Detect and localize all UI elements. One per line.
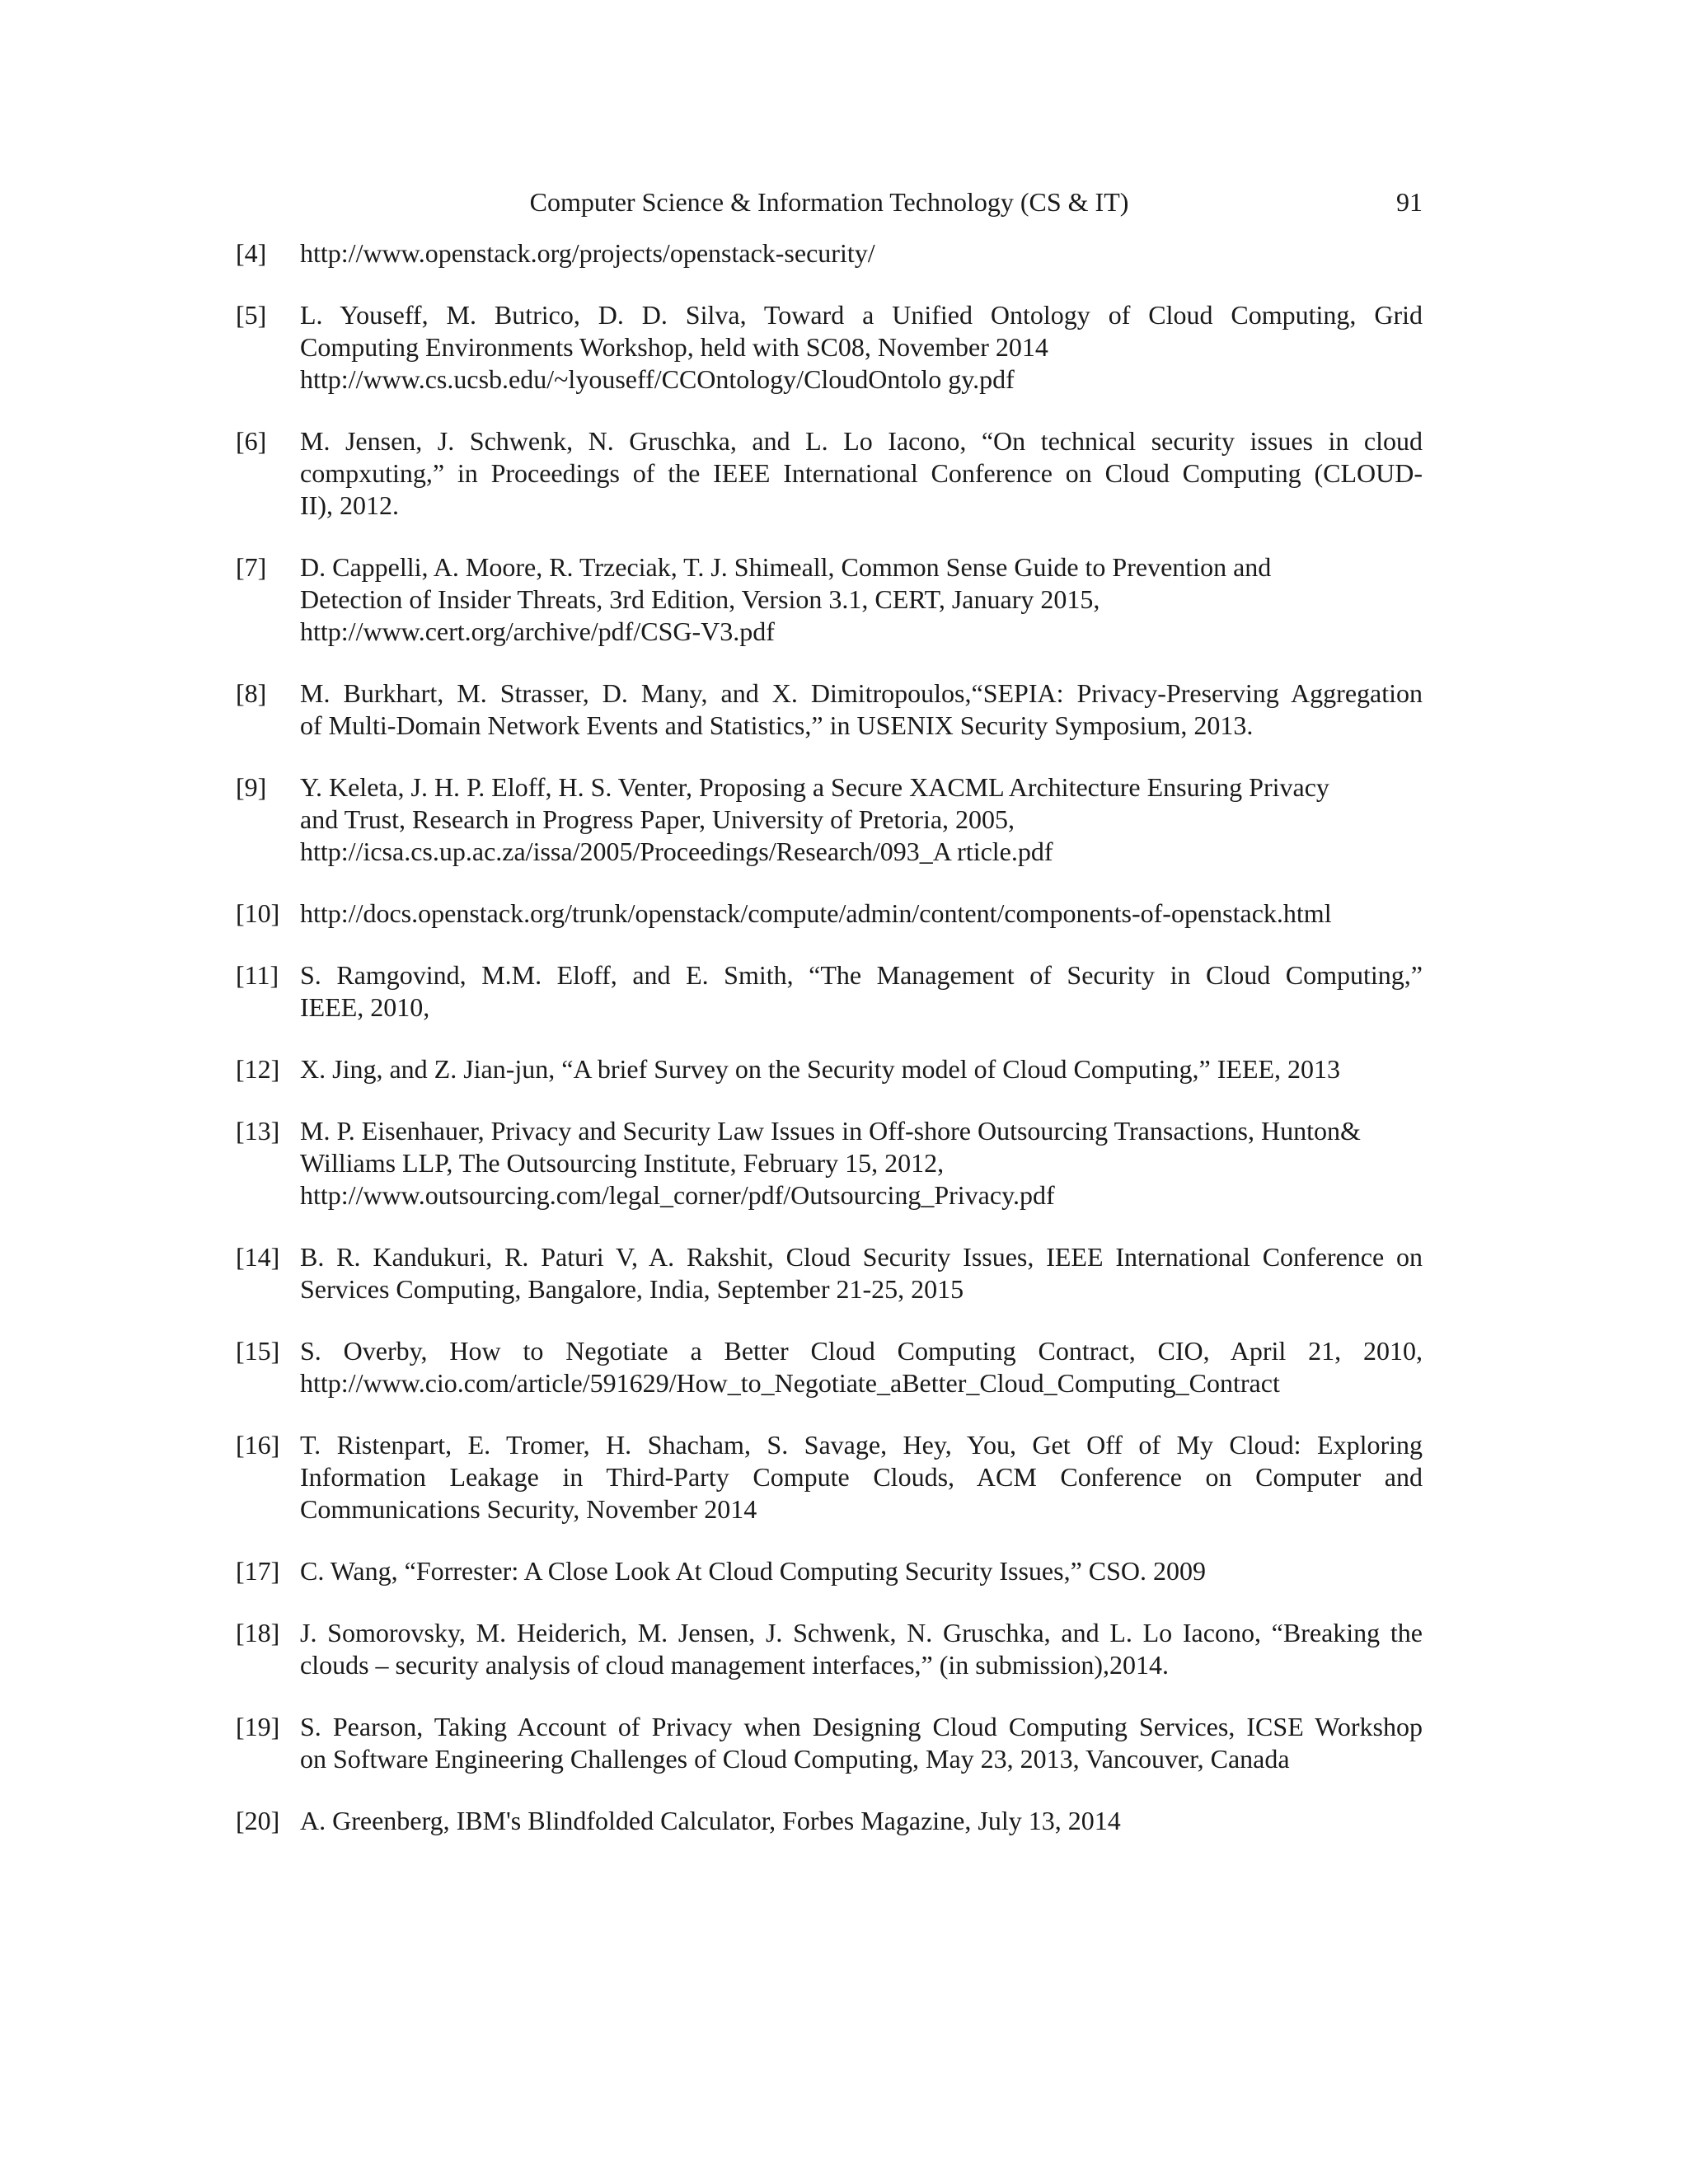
reference-text [300,771,1423,868]
reference-line: B. R. Kandukuri, R. Paturi V, A. Rakshit, Cloud Security Issues, IEEE International Conference on [300,1242,1423,1272]
reference-line: http://www.outsourcing.com/legal_corner/pdf/Outsourcing_Privacy.pdf [300,1180,1055,1210]
reference-text [300,299,1423,396]
reference-item [236,1241,1423,1305]
reference-line: of Multi-Domain Network Events and Statistics,” in USENIX Security Symposium, 2013. [300,710,1254,740]
reference-item [236,1555,1423,1587]
reference-line: S. Pearson, Taking Account of Privacy when Designing Cloud Computing Services, ICSE Workshop [300,1712,1423,1741]
reference-line: compxuting,” in Proceedings of the IEEE International Conference on Cloud Computing (CLOUD- [300,458,1423,488]
reference-line: M. Jensen, J. Schwenk, N. Gruschka, and L. Lo Iacono, “On technical security issues in cloud [300,426,1423,456]
reference-line: http://www.cert.org/archive/pdf/CSG-V3.pdf [300,616,775,646]
reference-line: D. Cappelli, A. Moore, R. Trzeciak, T. J. Shimeall, Common Sense Guide to Prevention and [300,552,1272,582]
reference-item [236,1617,1423,1681]
reference-item [236,1053,1423,1085]
reference-text [300,1241,1423,1305]
reference-number: [7] [236,552,267,582]
reference-number: [11] [236,960,279,990]
reference-line: J. Somorovsky, M. Heiderich, M. Jensen, J. Schwenk, N. Gruschka, and L. Lo Iacono, “Breaking the [300,1618,1423,1647]
reference-line: http://icsa.cs.up.ac.za/issa/2005/Proceedings/Research/093_A rticle.pdf [300,837,1053,866]
reference-line: A. Greenberg, IBM's Blindfolded Calculator, Forbes Magazine, July 13, 2014 [300,1806,1121,1835]
reference-line: X. Jing, and Z. Jian-jun, “A brief Survey on the Security model of Cloud Computing,” IEEE, 2013 [300,1054,1341,1084]
reference-line: http://docs.openstack.org/trunk/openstack/compute/admin/content/components-of-openstack.html [300,898,1332,928]
reference-number: [15] [236,1336,280,1366]
reference-number: [5] [236,300,267,330]
page-header [236,183,1423,221]
reference-number: [9] [236,772,267,802]
reference-number: [13] [236,1116,280,1146]
reference-number: [14] [236,1242,280,1272]
reference-text [300,898,1423,930]
reference-text [300,677,1423,742]
reference-line: L. Youseff, M. Butrico, D. D. Silva, Toward a Unified Ontology of Cloud Computing, Grid [300,300,1423,330]
reference-item [236,237,1423,269]
reference-item [236,771,1423,868]
reference-text [300,551,1423,648]
reference-item [236,1429,1423,1526]
reference-line: and Trust, Research in Progress Paper, University of Pretoria, 2005, [300,804,1015,834]
reference-number: [10] [236,898,280,928]
reference-line: IEEE, 2010, [300,992,430,1022]
reference-line: Williams LLP, The Outsourcing Institute, February 15, 2012, [300,1148,945,1178]
reference-text [300,1805,1423,1837]
reference-line: Y. Keleta, J. H. P. Eloff, H. S. Venter, Proposing a Secure XACML Architecture Ensuring Privacy [300,772,1329,802]
reference-text [300,237,1423,269]
reference-text [300,1429,1423,1526]
reference-line: http://www.cio.com/article/591629/How_to_Negotiate_aBetter_Cloud_Computing_Contract [300,1368,1280,1398]
reference-line: Communications Security, November 2014 [300,1494,757,1524]
reference-number: [8] [236,678,267,708]
reference-item [236,898,1423,930]
reference-line: Computing Environments Workshop, held with SC08, November 2014 [300,332,1048,362]
reference-line: C. Wang, “Forrester: A Close Look At Cloud Computing Security Issues,” CSO. 2009 [300,1556,1207,1586]
reference-text [300,1053,1423,1085]
reference-line: http://www.openstack.org/projects/openstack-security/ [300,238,875,268]
reference-text [300,959,1423,1024]
reference-item [236,1335,1423,1399]
reference-text [300,425,1423,522]
reference-item [236,1805,1423,1837]
page-number: 91 [1396,187,1423,217]
reference-number: [18] [236,1618,280,1647]
reference-line: M. P. Eisenhauer, Privacy and Security Law Issues in Off-shore Outsourcing Transactions, Hunton& [300,1116,1361,1146]
reference-item [236,677,1423,742]
reference-number: [4] [236,238,267,268]
reference-number: [6] [236,426,267,456]
reference-line: II), 2012. [300,490,399,520]
reference-line: S. Ramgovind, M.M. Eloff, and E. Smith, “The Management of Security in Cloud Computing,” [300,960,1423,990]
reference-line: http://www.cs.ucsb.edu/~lyouseff/CCOntology/CloudOntolo gy.pdf [300,364,1015,394]
reference-number: [20] [236,1806,280,1835]
reference-text [300,1617,1423,1681]
reference-number: [12] [236,1054,280,1084]
reference-line: Information Leakage in Third-Party Compute Clouds, ACM Conference on Computer and [300,1462,1423,1492]
reference-item [236,959,1423,1024]
reference-item [236,425,1423,522]
reference-line: Detection of Insider Threats, 3rd Edition, Version 3.1, CERT, January 2015, [300,584,1100,614]
reference-text [300,1711,1423,1775]
reference-text [300,1335,1423,1399]
reference-line: on Software Engineering Challenges of Cloud Computing, May 23, 2013, Vancouver, Canada [300,1744,1290,1774]
reference-line: clouds – security analysis of cloud management interfaces,” (in submission),2014. [300,1650,1169,1680]
reference-item [236,1115,1423,1212]
reference-line: S. Overby, How to Negotiate a Better Cloud Computing Contract, CIO, April 21, 2010, [300,1336,1423,1366]
reference-list [236,237,1423,1867]
reference-item [236,299,1423,396]
reference-number: [19] [236,1712,280,1741]
reference-number: [16] [236,1430,280,1460]
running-title: Computer Science & Information Technology (CS & IT) [529,187,1129,217]
reference-item [236,1711,1423,1775]
reference-line: T. Ristenpart, E. Tromer, H. Shacham, S. Savage, Hey, You, Get Off of My Cloud: Exploring [300,1430,1423,1460]
reference-text [300,1555,1423,1587]
reference-text [300,1115,1423,1212]
reference-number: [17] [236,1556,280,1586]
reference-item [236,551,1423,648]
reference-line: M. Burkhart, M. Strasser, D. Many, and X. Dimitropoulos,“SEPIA: Privacy-Preserving Aggregation [300,678,1423,708]
reference-line: Services Computing, Bangalore, India, September 21-25, 2015 [300,1274,964,1304]
